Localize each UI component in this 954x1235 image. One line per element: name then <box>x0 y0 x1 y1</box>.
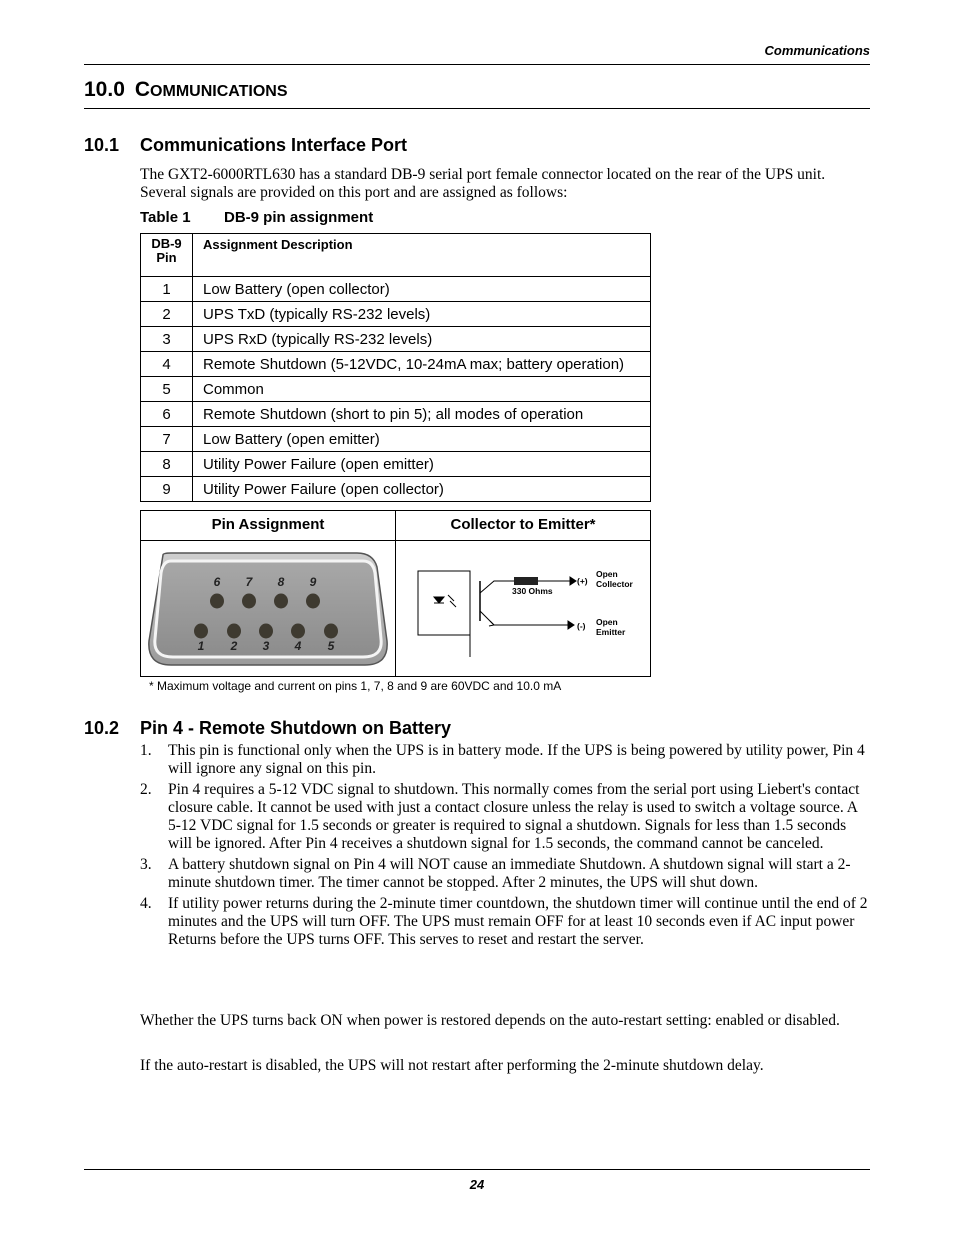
pin-cell: 8 <box>141 452 193 477</box>
table-row <box>141 452 651 477</box>
section-title: Communications Interface Port <box>140 135 408 155</box>
chapter-title-initial: C <box>134 78 151 101</box>
pin-cell: 9 <box>141 477 193 502</box>
pin-hole <box>227 624 241 639</box>
pin-hole <box>210 594 224 609</box>
chapter-title-rest: OMMUNICATIONS <box>150 83 288 100</box>
table-row <box>141 277 651 302</box>
pin-header-line2: Pin <box>156 250 177 265</box>
table-row <box>141 427 651 452</box>
shutdown-steps-list <box>140 742 870 952</box>
pin-cell: 7 <box>141 427 193 452</box>
table-row <box>141 402 651 427</box>
pin-number-label: 5 <box>327 639 335 653</box>
pin-column-header <box>141 234 193 277</box>
list-number: 1. <box>140 742 152 759</box>
description-cell: Utility Power Failure (open emitter) <box>193 452 651 477</box>
list-text: Pin 4 requires a 5-12 VDC signal to shutdown. This normally comes from the serial port using Liebert's contact closure cable. It cannot be used with just a contact closure unless the relay is used to switch a voltage source. A 5-12 VDC signal for 1.5 seconds or greater is required to signal a shutdown. Signals for less than 1.5 seconds will be ignored. After Pin 4 receives a shutdown signal for 1.5 seconds, the command cannot be canceled. <box>168 781 860 852</box>
pin-number-label: 7 <box>245 575 253 589</box>
open-collector-label-line1: Open <box>596 569 618 579</box>
pin-cell: 3 <box>141 327 193 352</box>
led-icon <box>434 597 444 603</box>
pin-assignment-table <box>140 233 651 502</box>
pin-hole <box>306 594 320 609</box>
list-text: A battery shutdown signal on Pin 4 will NOT cause an immediate Shutdown. A shutdown signal will start a 2-minute shutdown timer. The timer cannot be stopped. After 2 minutes, the UPS will shut down. <box>168 856 851 891</box>
section-number: 10.1 <box>84 135 120 155</box>
collector-wire <box>480 581 514 593</box>
footer-rule <box>84 1169 870 1170</box>
list-item <box>140 856 870 892</box>
section-10-2-heading <box>84 718 451 739</box>
pin-header-line1: DB-9 <box>151 236 182 251</box>
list-number: 3. <box>140 856 152 873</box>
transistor-arrow-icon <box>489 621 494 626</box>
light-ray-icon <box>448 595 454 601</box>
db9-connector-diagram <box>141 541 395 677</box>
pin-hole <box>259 624 273 639</box>
pin-number-label: 8 <box>277 575 285 589</box>
pin-hole <box>291 624 305 639</box>
list-text: If utility power returns during the 2-minute timer countdown, the shutdown timer will continue until the end of 2 minutes and the UPS will turn OFF. The UPS must remain OFF for at least 10 seconds even if AC input power Returns before the UPS turns OFF. This serves to reset and restart the server. <box>168 895 868 948</box>
chapter-title <box>84 78 288 102</box>
chapter-rule <box>84 108 870 109</box>
description-cell: Remote Shutdown (5-12VDC, 10-24mA max; battery operation) <box>193 352 651 377</box>
description-cell: UPS RxD (typically RS-232 levels) <box>193 327 651 352</box>
description-cell: Utility Power Failure (open collector) <box>193 477 651 502</box>
list-item <box>140 781 870 853</box>
page-number: 24 <box>469 1177 485 1192</box>
list-number: 4. <box>140 895 152 912</box>
pin-number-label: 2 <box>230 639 238 653</box>
open-emitter-label-line2: Emitter <box>596 627 626 637</box>
auto-restart-disabled-paragraph: If the auto-restart is disabled, the UPS will not restart after performing the 2-minute shutdown delay. <box>140 1057 764 1074</box>
plus-label: (+) <box>577 576 588 586</box>
pin-hole <box>242 594 256 609</box>
section-10-1-heading <box>84 135 407 156</box>
list-item <box>140 742 870 778</box>
description-cell: UPS TxD (typically RS-232 levels) <box>193 302 651 327</box>
pin-hole <box>274 594 288 609</box>
pin-number-label: 4 <box>294 639 302 653</box>
open-emitter-label-line1: Open <box>596 617 618 627</box>
list-number: 2. <box>140 781 152 798</box>
table-caption-label: Table 1 <box>140 209 191 226</box>
running-header: Communications <box>764 43 870 58</box>
section-10-1-intro: The GXT2-6000RTL630 has a standard DB-9 serial port female connector located on the rear of the UPS unit. Several signals are provided on this port and are assigned as follows: <box>140 166 826 201</box>
description-cell: Low Battery (open emitter) <box>193 427 651 452</box>
description-cell: Common <box>193 377 651 402</box>
collector-emitter-schematic <box>396 541 650 677</box>
connector-figure <box>140 510 651 677</box>
collector-emitter-header: Collector to Emitter* <box>450 516 596 533</box>
resistor-icon <box>514 577 538 585</box>
figure-footnote: * Maximum voltage and current on pins 1, 7, 8 and 9 are 60VDC and 10.0 mA <box>149 679 562 693</box>
pin-cell: 6 <box>141 402 193 427</box>
section-number: 10.2 <box>84 718 120 738</box>
list-text: This pin is functional only when the UPS is in battery mode. If the UPS is being powered by utility power, Pin 4 will ignore any signal on this pin. <box>168 742 865 777</box>
pin-hole <box>194 624 208 639</box>
pin-number-label: 6 <box>213 575 221 589</box>
table-row <box>141 327 651 352</box>
list-item <box>140 895 870 949</box>
minus-label: (-) <box>577 621 586 631</box>
pin-number-label: 3 <box>262 639 270 653</box>
table-caption <box>140 209 373 226</box>
description-column-header: Assignment Description <box>193 234 651 277</box>
pin-cell: 1 <box>141 277 193 302</box>
chapter-number: 10.0 <box>84 78 125 101</box>
table-header-row <box>141 234 651 277</box>
light-ray-icon <box>450 601 456 607</box>
pin-cell: 4 <box>141 352 193 377</box>
pin-cell: 2 <box>141 302 193 327</box>
auto-restart-paragraph: Whether the UPS turns back ON when power is restored depends on the auto-restart setting: enabled or disabled. <box>140 1012 840 1029</box>
header-rule <box>84 64 870 65</box>
pin-assignment-header: Pin Assignment <box>211 516 325 533</box>
description-cell: Remote Shutdown (short to pin 5); all modes of operation <box>193 402 651 427</box>
table-row <box>141 477 651 502</box>
collector-arrow-icon <box>570 577 576 585</box>
resistor-label: 330 Ohms <box>512 586 553 596</box>
table-row <box>141 302 651 327</box>
pin-number-label: 9 <box>309 575 317 589</box>
table-caption-title: DB-9 pin assignment <box>224 209 374 226</box>
description-cell: Low Battery (open collector) <box>193 277 651 302</box>
table-row <box>141 377 651 402</box>
section-title: Pin 4 - Remote Shutdown on Battery <box>140 718 452 738</box>
pin-hole <box>324 624 338 639</box>
emitter-arrow-icon <box>568 621 574 629</box>
pin-cell: 5 <box>141 377 193 402</box>
table-row <box>141 352 651 377</box>
pin-number-label: 1 <box>197 639 205 653</box>
emitter-wire <box>480 611 568 625</box>
open-collector-label-line2: Collector <box>596 579 633 589</box>
